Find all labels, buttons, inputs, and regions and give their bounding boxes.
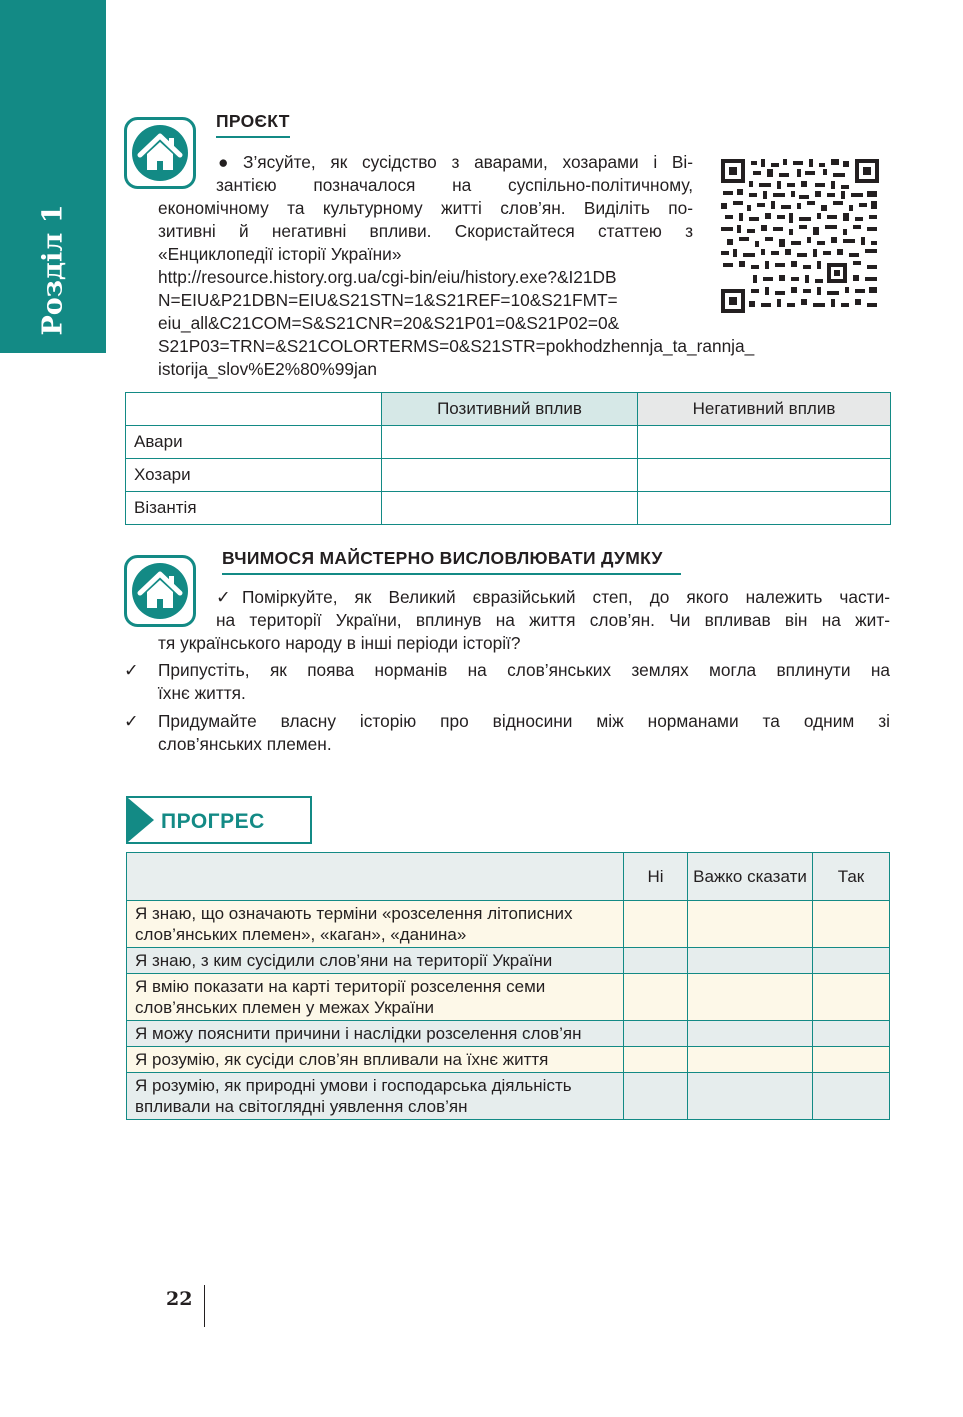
- yes-cell[interactable]: [813, 1021, 890, 1047]
- statement-cell: Я знаю, з ким сусідили слов’яни на території України: [127, 948, 624, 974]
- no-cell[interactable]: [624, 1021, 688, 1047]
- answer-cell[interactable]: [638, 459, 891, 492]
- statement-cell: Я вмію показати на карті території розселення семи слов’янських племен у межах України: [127, 974, 624, 1021]
- speech-line: їхнє життя.: [158, 683, 246, 703]
- no-cell[interactable]: [624, 948, 688, 974]
- yes-cell[interactable]: [813, 901, 890, 948]
- speech-line: Придумайте власну історію про відносини між норманами та одним зі: [158, 711, 890, 731]
- project-url-line[interactable]: S21P03=TRN=&S21COLORTERMS=0&S21STR=pokhodzhennja_ta_rannja_: [158, 336, 755, 356]
- table-row: [127, 1073, 890, 1120]
- project-line: зантією позначалося на суспільно-політичному,: [216, 175, 693, 195]
- project-heading: ПРОЄКТ: [216, 111, 290, 138]
- no-cell[interactable]: [624, 1047, 688, 1073]
- check-icon: ✓: [216, 587, 231, 607]
- yes-cell[interactable]: [813, 1073, 890, 1120]
- project-url-line[interactable]: istorija_slov%E2%80%99jan: [158, 359, 378, 379]
- table-header-row: [127, 853, 890, 901]
- table-row: [126, 426, 891, 459]
- table-header-cell: [126, 393, 382, 426]
- speech-line: на території України, вплинув на життя слов’ян. Чи впливав він на жит-: [216, 610, 890, 630]
- project-line: «Енциклопедії історії України»: [158, 244, 402, 264]
- hard-to-say-cell[interactable]: [688, 974, 813, 1021]
- hard-to-say-cell[interactable]: [688, 901, 813, 948]
- table-row: [127, 974, 890, 1021]
- positive-influence-header: Позитивний вплив: [382, 393, 638, 426]
- qr-code-icon: [719, 157, 881, 315]
- yes-cell[interactable]: [813, 1047, 890, 1073]
- answer-cell[interactable]: [382, 459, 638, 492]
- speech-line: тя українського народу в інші періоди історії?: [158, 633, 521, 653]
- hard-to-say-header: Важко сказати: [688, 853, 813, 901]
- speech-heading: ВЧИМОСЯ МАЙСТЕРНО ВИСЛОВЛЮВАТИ ДУМКУ: [222, 548, 681, 575]
- table-header-row: [126, 393, 891, 426]
- project-line: економічному та культурному житті слов’ян. Виділіть по-: [158, 198, 693, 218]
- arrow-icon: [128, 798, 154, 842]
- project-url-line[interactable]: eiu_all&C21COM=S&S21CNR=20&S21P01=0&S21P02=0&: [158, 313, 620, 333]
- progress-banner: [126, 796, 312, 844]
- speech-line: Припустіть, як поява норманів на слов’янських землях могла вплинути на: [158, 660, 890, 680]
- page-number-divider: [204, 1285, 205, 1327]
- statement-cell: Я знаю, що означають терміни «розселення літописних слов’янських племен», «каган», «данина»: [127, 901, 624, 948]
- answer-cell[interactable]: [638, 426, 891, 459]
- statement-cell: Я розумію, як сусіди слов’ян впливали на їхнє життя: [127, 1047, 624, 1073]
- answer-cell[interactable]: [382, 492, 638, 525]
- yes-cell[interactable]: [813, 948, 890, 974]
- table-row: [126, 492, 891, 525]
- negative-influence-header: Негативний вплив: [638, 393, 891, 426]
- project-line: зитивні й негативні впливи. Скористайтеся статтею з: [158, 221, 693, 241]
- speech-line: Поміркуйте, як Великий євразійський степ, до якого належить части-: [242, 587, 890, 607]
- home-icon: [124, 117, 196, 189]
- no-header: Ні: [624, 853, 688, 901]
- speech-line: слов’янських племен.: [158, 734, 332, 754]
- hard-to-say-cell[interactable]: [688, 1021, 813, 1047]
- yes-cell[interactable]: [813, 974, 890, 1021]
- influence-table: [125, 392, 891, 525]
- statement-cell: Я розумію, як природні умови і господарська діяльність впливали на світоглядні уявлення слов’ян: [127, 1073, 624, 1120]
- row-label: Візантія: [126, 492, 382, 525]
- project-url-line[interactable]: http://resource.history.org.ua/cgi-bin/eiu/history.exe?&I21DB: [158, 267, 617, 287]
- table-row: [127, 948, 890, 974]
- home-icon: [124, 555, 196, 627]
- progress-table: [126, 852, 890, 1120]
- statement-cell: Я можу пояснити причини і наслідки розселення слов’ян: [127, 1021, 624, 1047]
- check-icon: ✓: [124, 660, 139, 680]
- chapter-side-tab: [0, 0, 106, 353]
- answer-cell[interactable]: [382, 426, 638, 459]
- no-cell[interactable]: [624, 1073, 688, 1120]
- row-label: Хозари: [126, 459, 382, 492]
- hard-to-say-cell[interactable]: [688, 1047, 813, 1073]
- table-row: [127, 1047, 890, 1073]
- project-url-line[interactable]: N=EIU&P21DBN=EIU&S21STN=1&S21REF=10&S21FMT=: [158, 290, 618, 310]
- table-header-cell: [127, 853, 624, 901]
- table-row: [126, 459, 891, 492]
- hard-to-say-cell[interactable]: [688, 948, 813, 974]
- row-label: Авари: [126, 426, 382, 459]
- bullet-icon: ●: [218, 152, 229, 172]
- progress-title: ПРОГРЕС: [161, 810, 265, 833]
- page-number: 22: [166, 1288, 193, 1310]
- table-row: [127, 901, 890, 948]
- table-row: [127, 1021, 890, 1047]
- answer-cell[interactable]: [638, 492, 891, 525]
- no-cell[interactable]: [624, 974, 688, 1021]
- yes-header: Так: [813, 853, 890, 901]
- check-icon: ✓: [124, 711, 139, 731]
- project-line: З’ясуйте, як сусідство з аварами, хозарами і Ві-: [243, 152, 693, 172]
- chapter-label: Розділ 1: [37, 204, 69, 336]
- hard-to-say-cell[interactable]: [688, 1073, 813, 1120]
- no-cell[interactable]: [624, 901, 688, 948]
